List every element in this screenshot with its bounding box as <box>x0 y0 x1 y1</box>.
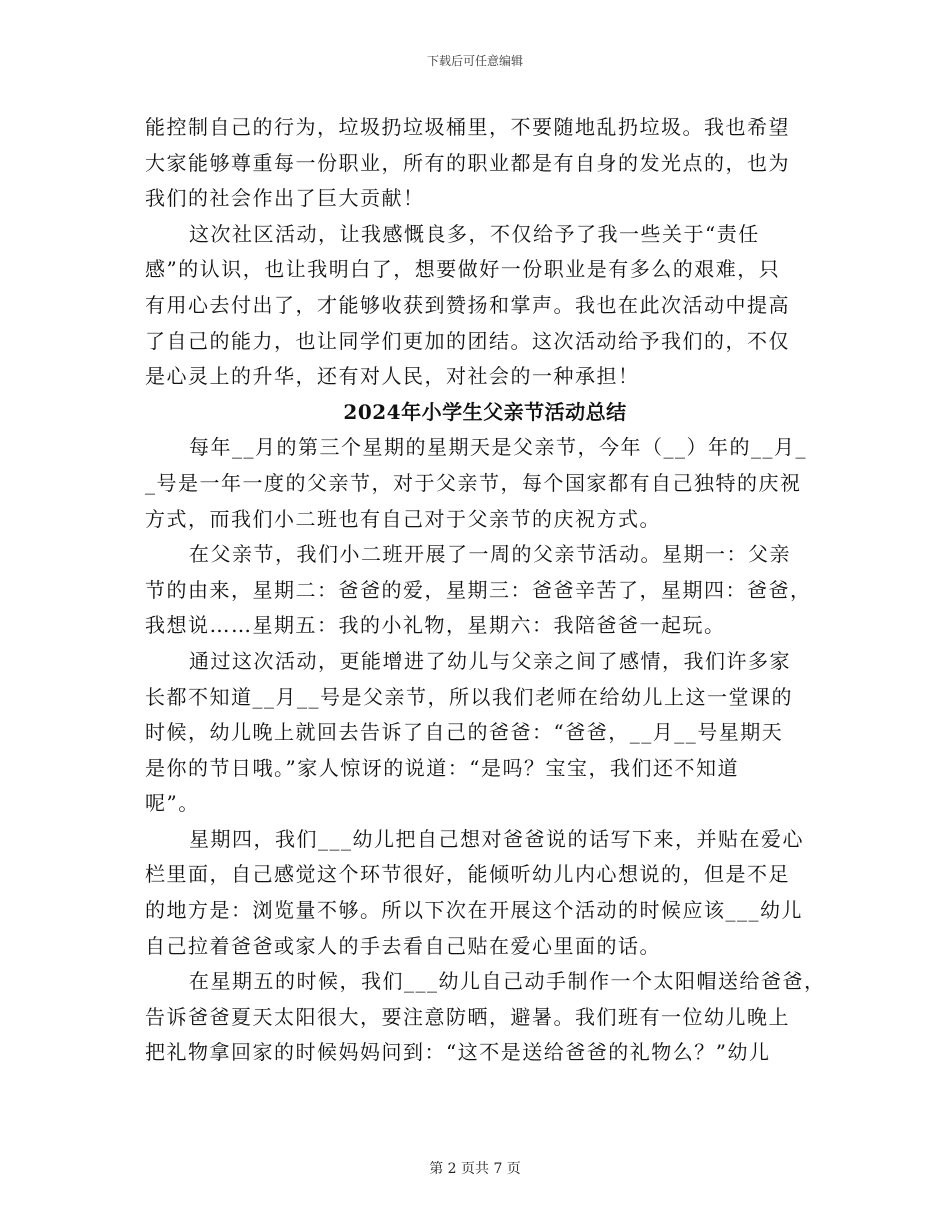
paragraph-line: 通过这次活动，更能增进了幼儿与父亲之间了感情，我们许多家 <box>189 648 791 673</box>
paragraph-line: 在星期五的时候，我们___幼儿自己动手制作一个太阳帽送给爸爸， <box>189 969 826 994</box>
paragraph-line: 我想说……星期五：我的小礼物，星期六：我陪爸爸一起玩。 <box>145 613 726 638</box>
paragraph-line: 时候，幼儿晚上就回去告诉了自己的爸爸：“爸爸，__月__号星期天 <box>145 720 784 745</box>
section-title: 2024年小学生父亲节活动总结 <box>343 399 627 424</box>
page-header: 下载后可任意编辑 <box>426 54 523 68</box>
paragraph-line: _号是一年一度的父亲节，对于父亲节，每个国家都有自己独特的庆祝 <box>145 470 802 495</box>
paragraph-line: 是心灵上的升华，还有对人民，对社会的一种承担！ <box>145 364 640 389</box>
document-body <box>145 110 826 1071</box>
paragraph-line: 每年__月的第三个星期的星期天是父亲节，今年（__）年的__月_ <box>189 435 807 460</box>
paragraph-line: 我们的社会作出了巨大贡献！ <box>145 186 425 211</box>
paragraph-line: 的地方是：浏览量不够。所以下次在开展这个活动的时候应该___幼儿 <box>145 898 803 923</box>
paragraph-line: 自己拉着爸爸或家人的手去看自己贴在爱心里面的话。 <box>145 933 661 958</box>
paragraph-line: 是你的节日哦。”家人惊讶的说道：“是吗？宝宝，我们还不知道 <box>145 755 739 780</box>
paragraph-line: 长都不知道__月__号是父亲节，所以我们老师在给幼儿上这一堂课的 <box>145 684 793 709</box>
paragraph-line: 能控制自己的行为，垃圾扔垃圾桶里，不要随地乱扔垃圾。我也希望 <box>145 115 790 139</box>
paragraph-line: 这次社区活动，让我感慨良多，不仅给予了我一些关于“责任 <box>189 221 760 246</box>
page-footer: 第 2 页共 7 页 <box>429 1161 521 1177</box>
paragraph-line: 了自己的能力，也让同学们更加的团结。这次活动给予我们的，不仅 <box>145 328 790 353</box>
paragraph-line: 感”的认识，也让我明白了，想要做好一份职业是有多么的艰难，只 <box>145 257 781 282</box>
paragraph-line: 大家能够尊重每一份职业，所有的职业都是有自身的发光点的，也为 <box>145 150 790 175</box>
paragraph-line: 把礼物拿回家的时候妈妈问到：“这不是送给爸爸的礼物么？”幼儿 <box>145 1040 771 1065</box>
paragraph-line: 告诉爸爸夏天太阳很大，要注意防晒，避暑。我们班有一位幼儿晚上 <box>145 1004 790 1029</box>
paragraph-line: 节的由来，星期二：爸爸的爱，星期三：爸爸辛苦了，星期四：爸爸， <box>145 577 812 602</box>
paragraph-line: 有用心去付出了，才能够收获到赞扬和掌声。我也在此次活动中提高 <box>145 292 790 317</box>
paragraph-line: 方式，而我们小二班也有自己对于父亲节的庆祝方式。 <box>145 506 661 531</box>
paragraph-line: 在父亲节，我们小二班开展了一周的父亲节活动。星期一：父亲 <box>189 542 791 567</box>
paragraph-line: 栏里面，自己感觉这个环节很好，能倾听幼儿内心想说的，但是不足 <box>145 862 790 887</box>
paragraph-line: 星期四，我们___幼儿把自己想对爸爸说的话写下来，并贴在爱心 <box>189 826 804 851</box>
paragraph-line: 呢”。 <box>145 791 200 816</box>
